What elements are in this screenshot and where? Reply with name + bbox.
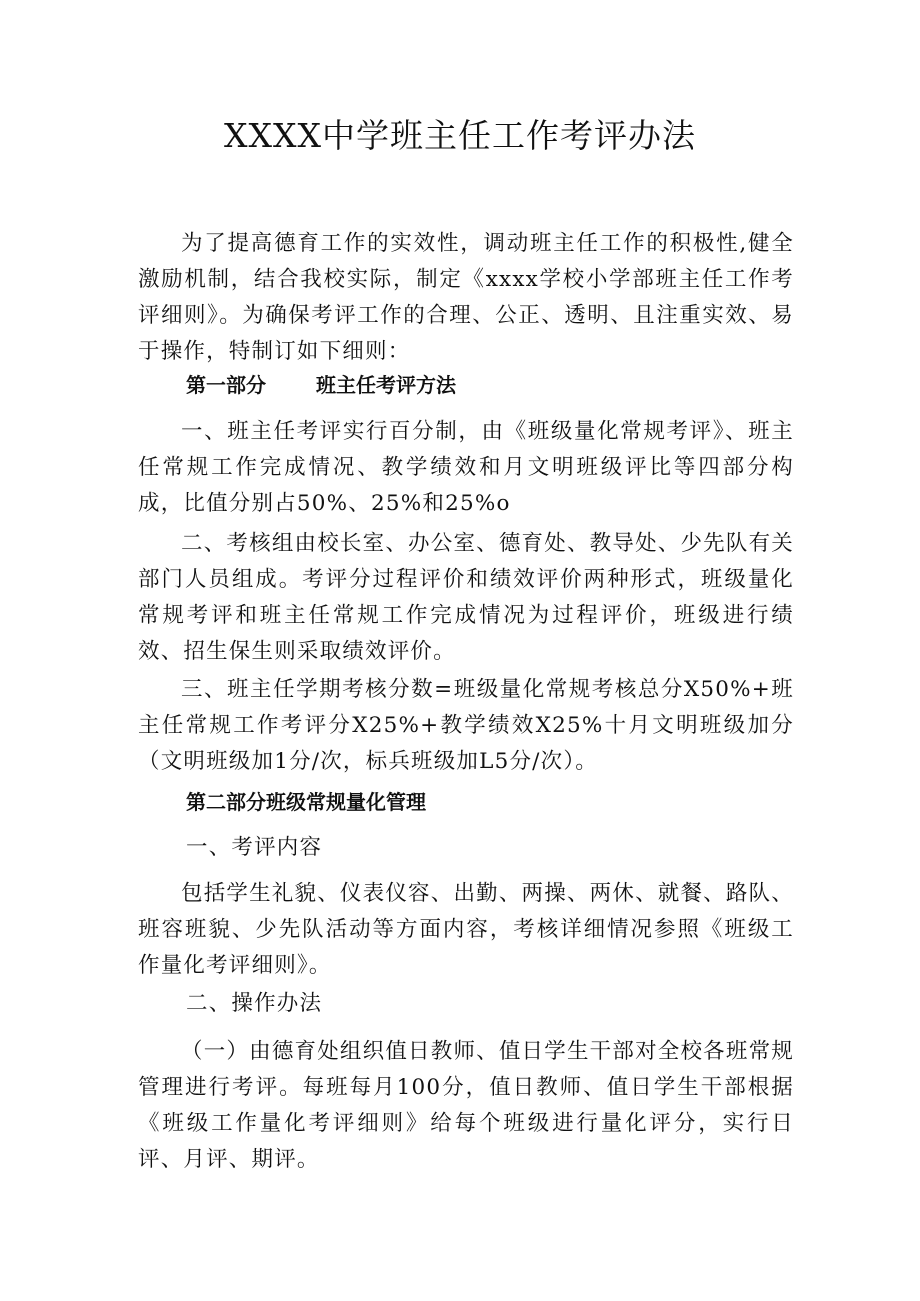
part1-paragraph-3: 三、班主任学期考核分数=班级量化常规考核总分X50%+班主任常规工作考评分X25%+教学绩效X25%十月文明班级加分（文明班级加1分/次，标兵班级加L5分/次）。 <box>138 677 794 774</box>
part2-section2-paragraph: （一）由德育处组织值日教师、值日学生干部对全校各班常规管理进行考评。每班每月100分，值日教师、值日学生干部根据《班级工作量化考评细则》给每个班级进行量化评分，实行日评、月评、期评。 <box>138 1039 794 1172</box>
part2-section2-title: 二、操作办法 <box>186 991 323 1016</box>
part1-paragraph-1: 一、班主任考评实行百分制，由《班级量化常规考评》、班主任常规工作完成情况、教学绩效和月文明班级评比等四部分构成，比值分别占50%、25%和25%o <box>138 419 794 516</box>
part1-label: 第一部分 <box>186 373 266 397</box>
part1-heading <box>186 367 456 403</box>
part2-heading: 第二部分班级常规量化管理 <box>186 790 426 814</box>
document-title: XXXX中学班主任工作考评办法 <box>224 116 696 155</box>
intro-paragraph: 为了提高德育工作的实效性，调动班主任工作的积极性,健全激励机制，结合我校实际，制定《xxxx学校小学部班主任工作考评细则》。为确保考评工作的合理、公正、透明、且注重实效、易于操作，特制订如下细则： <box>138 231 794 364</box>
part1-paragraph-2: 二、考核组由校长室、办公室、德育处、教导处、少先队有关部门人员组成。考评分过程评价和绩效评价两种形式，班级量化常规考评和班主任常规工作完成情况为过程评价，班级进行绩效、招生保生则采取绩效评价。 <box>138 531 794 664</box>
part2-section1-paragraph: 包括学生礼貌、仪表仪容、出勤、两操、两休、就餐、路队、班容班貌、少先队活动等方面内容，考核详细情况参照《班级工作量化考评细则》。 <box>138 881 794 978</box>
part2-section1-title: 一、考评内容 <box>186 835 323 860</box>
part1-title: 班主任考评方法 <box>316 373 456 397</box>
